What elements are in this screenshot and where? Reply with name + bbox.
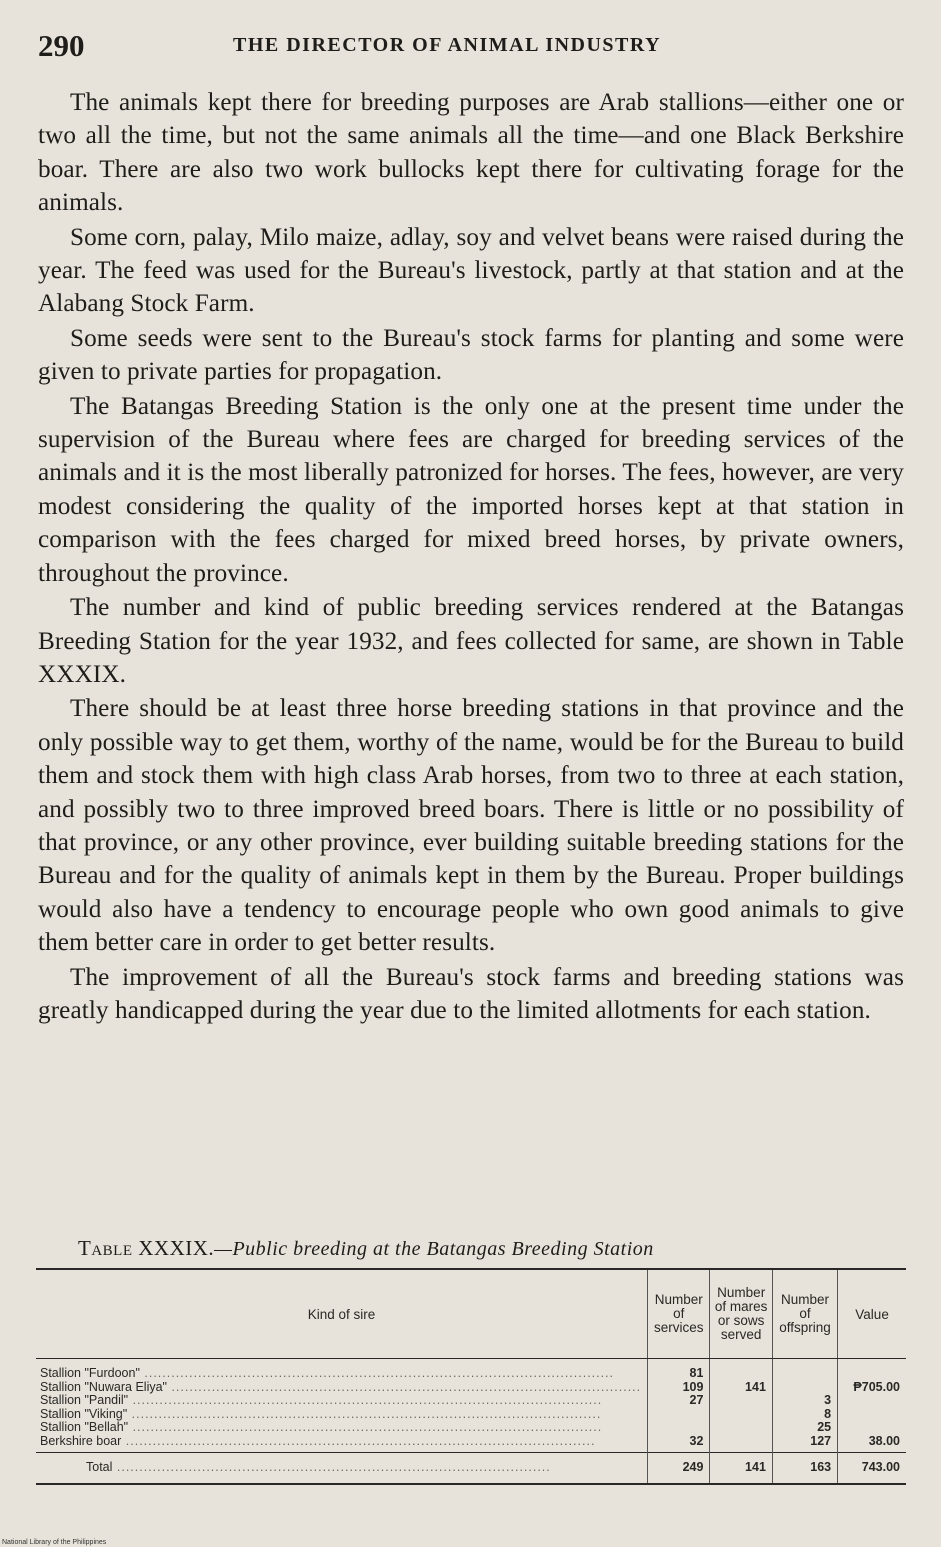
- table-header-row: [36, 1269, 906, 1359]
- empty-cell: [779, 1381, 831, 1395]
- empty-cell: [844, 1421, 900, 1435]
- sire-name: Stallion "Bellah": [40, 1421, 129, 1434]
- header-line: of: [673, 1306, 685, 1321]
- value-amount: ₱705.00: [853, 1380, 900, 1394]
- table-row-kind: Berkshire boar .........................................................................................................: [40, 1434, 596, 1448]
- paragraph: The animals kept there for breeding purposes are Arab stallions—either one or two all the time, but not the same animals all the time—and one Black Berkshire boar. There are also two work bullocks kept there for cultivating forage for the animals.: [38, 89, 904, 217]
- table-body-row: [36, 1359, 906, 1453]
- empty-cell: [844, 1394, 900, 1408]
- paragraph: The improvement of all the Bureau's stock farms and breeding stations was greatly handicapped during the year due to the limited allotments for each station.: [38, 963, 904, 1024]
- offspring-value: 25: [817, 1421, 832, 1434]
- page-header: [38, 28, 908, 64]
- services-value: 109: [682, 1380, 704, 1394]
- table-caption-number: Table XXXIX.: [78, 1236, 215, 1260]
- empty-cell: [716, 1367, 765, 1381]
- total-value: 743.00: [838, 1453, 906, 1484]
- total-label-line: Total .................................................................................................: [86, 1461, 551, 1474]
- value-column: [838, 1359, 906, 1453]
- empty-cell: [779, 1367, 831, 1381]
- header-line: of: [799, 1306, 811, 1321]
- header-line: Number: [717, 1285, 766, 1300]
- header-line: served: [720, 1327, 762, 1342]
- empty-cell: [654, 1408, 703, 1422]
- header-line: Number: [781, 1292, 830, 1307]
- empty-cell: [844, 1408, 900, 1422]
- paragraph: The number and kind of public breeding services rendered at the Batangas Breeding Station for the year 1932, and fees collected for same, are shown in Table XXXIX.: [38, 594, 904, 688]
- header-kind-of-sire: Kind of sire: [36, 1269, 648, 1359]
- total-offspring: 163: [772, 1453, 837, 1484]
- running-title: THE DIRECTOR OF ANIMAL INDUSTRY: [233, 34, 662, 56]
- header-number-of-mares: [710, 1269, 772, 1359]
- total-label: Total: [86, 1461, 113, 1474]
- table-row-kind: Stallion "Viking" .........................................................................................................: [40, 1407, 602, 1421]
- mares-value: 141: [745, 1380, 766, 1394]
- header-line: Number: [654, 1292, 703, 1307]
- table-row-kind: Stallion "Pandil" .........................................................................................................: [40, 1394, 603, 1407]
- paragraph: Some seeds were sent to the Bureau's stock farms for planting and some were given to private parties for propagation.: [38, 324, 904, 386]
- sire-name: Stallion "Furdoon": [40, 1367, 140, 1380]
- services-column: [648, 1359, 710, 1453]
- empty-cell: [844, 1367, 900, 1381]
- table-caption: [78, 1236, 654, 1261]
- table-caption-title: —Public breeding at the Batangas Breeding Station: [214, 1238, 654, 1260]
- paragraph: There should be at least three horse breeding stations in that province and the only possible way to get them, worthy of the name, would be for the Bureau to build them and stock them with high class Arab horses, from two to three at each station, and possibly two to three improved breed boars. There is little or no possibility of that province, or any other province, ever building suitable breeding stations for the Bureau and for the quality of animals kept in them by the Bureau. Proper buildings would also have a tendency to encourage people who own good animals to give them better care in order to get better results.: [38, 695, 904, 957]
- footer-note: National Library of the Philippines: [2, 1539, 107, 1546]
- header-value: Value: [838, 1269, 906, 1359]
- sire-name: Stallion "Pandil": [40, 1394, 129, 1407]
- empty-cell: [654, 1421, 703, 1435]
- table-row-kind: Stallion "Nuwara Eliya" .........................................................................................................: [40, 1380, 642, 1394]
- sire-name: Stallion "Nuwara Eliya": [40, 1380, 167, 1394]
- services-value: 27: [689, 1394, 704, 1407]
- offspring-value: 3: [824, 1394, 832, 1407]
- mares-column: [710, 1359, 772, 1453]
- total-services: 249: [648, 1453, 710, 1484]
- table-total-row: [36, 1453, 906, 1484]
- services-value: 81: [689, 1367, 704, 1380]
- kind-column: [36, 1359, 648, 1453]
- table-row-kind: Stallion "Furdoon" .........................................................................................................: [40, 1367, 615, 1380]
- header-line: of mares: [714, 1299, 768, 1314]
- services-value: 32: [689, 1434, 704, 1448]
- total-mares: 141: [710, 1453, 772, 1484]
- offspring-value: 127: [810, 1434, 832, 1448]
- total-label-cell: [36, 1453, 648, 1484]
- header-number-of-offspring: [772, 1269, 837, 1359]
- header-line: services: [654, 1320, 704, 1335]
- paragraph: Some corn, palay, Milo maize, adlay, soy and velvet beans were raised during the year. The feed was used for the Bureau's livestock, partly at that station and at the Alabang Stock Farm.: [38, 223, 904, 318]
- offspring-value: 8: [824, 1407, 832, 1421]
- sire-name: Stallion "Viking": [40, 1407, 128, 1421]
- header-line: offspring: [779, 1320, 831, 1335]
- header-line: or sows: [717, 1313, 765, 1328]
- paragraph: The Batangas Breeding Station is the only one at the present time under the supervision of the Bureau where fees are charged for breeding services of the animals and it is the most liberally patronized for horses. The fees, however, are very modest considering the quality of the imported horses kept at that station in comparison with the fees charged for mixed breed horses, by private owners, throughout the province.: [38, 392, 904, 587]
- body-text: [38, 86, 904, 1027]
- value-amount: 38.00: [868, 1434, 900, 1448]
- table-row-kind: Stallion "Bellah" .........................................................................................................: [40, 1421, 603, 1434]
- page-number: 290: [38, 28, 85, 63]
- sire-name: Berkshire boar: [40, 1434, 122, 1448]
- offspring-column: [772, 1359, 837, 1453]
- breeding-table: [36, 1268, 906, 1485]
- header-number-of-services: [648, 1269, 710, 1359]
